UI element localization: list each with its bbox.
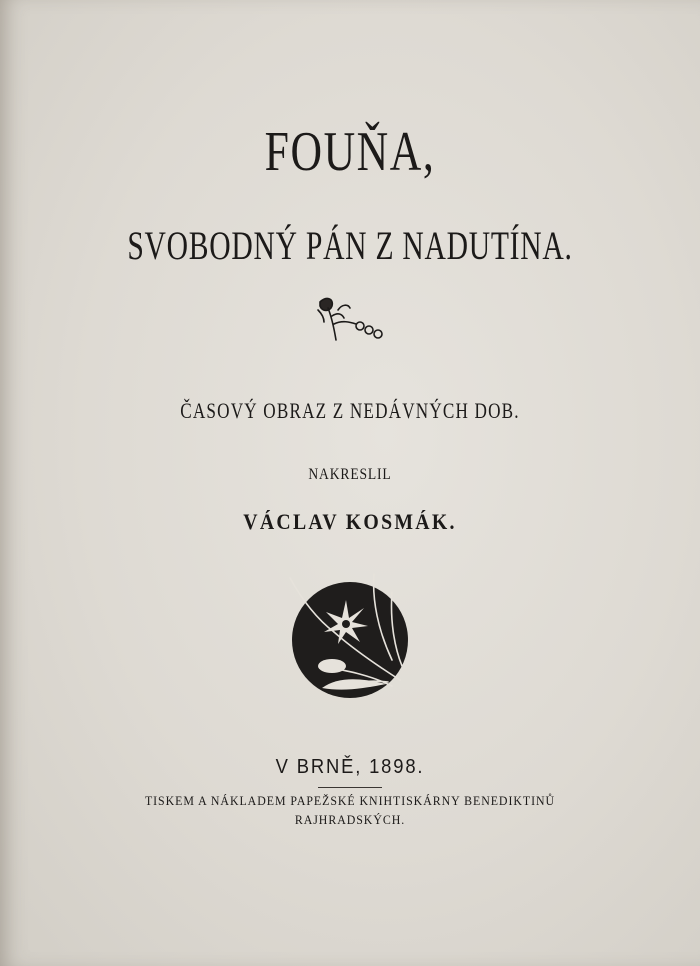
- book-tagline: ČASOVÝ OBRAZ Z NEDÁVNÝCH DOB.: [180, 398, 520, 423]
- drawn-by-label: NAKRESLIL: [308, 466, 392, 483]
- author-name: VÁCLAV KOSMÁK.: [243, 509, 457, 534]
- book-title: FOUŇA,: [264, 121, 436, 183]
- floral-vignette-icon: [282, 570, 418, 706]
- divider-rule: [318, 787, 382, 788]
- imprint: [18, 792, 683, 830]
- book-subtitle: SVOBODNÝ PÁN Z NADUTÍNA.: [127, 223, 573, 268]
- flower-sprig-icon: [312, 294, 388, 346]
- imprint-line-2: RAJHRADSKÝCH.: [294, 813, 406, 827]
- imprint-line-1: TISKEM A NÁKLADEM PAPEŽSKÉ KNIHTISKÁRNY BENEDIKTINŮ: [144, 794, 556, 808]
- place-and-year: V BRNĚ, 1898.: [275, 756, 425, 778]
